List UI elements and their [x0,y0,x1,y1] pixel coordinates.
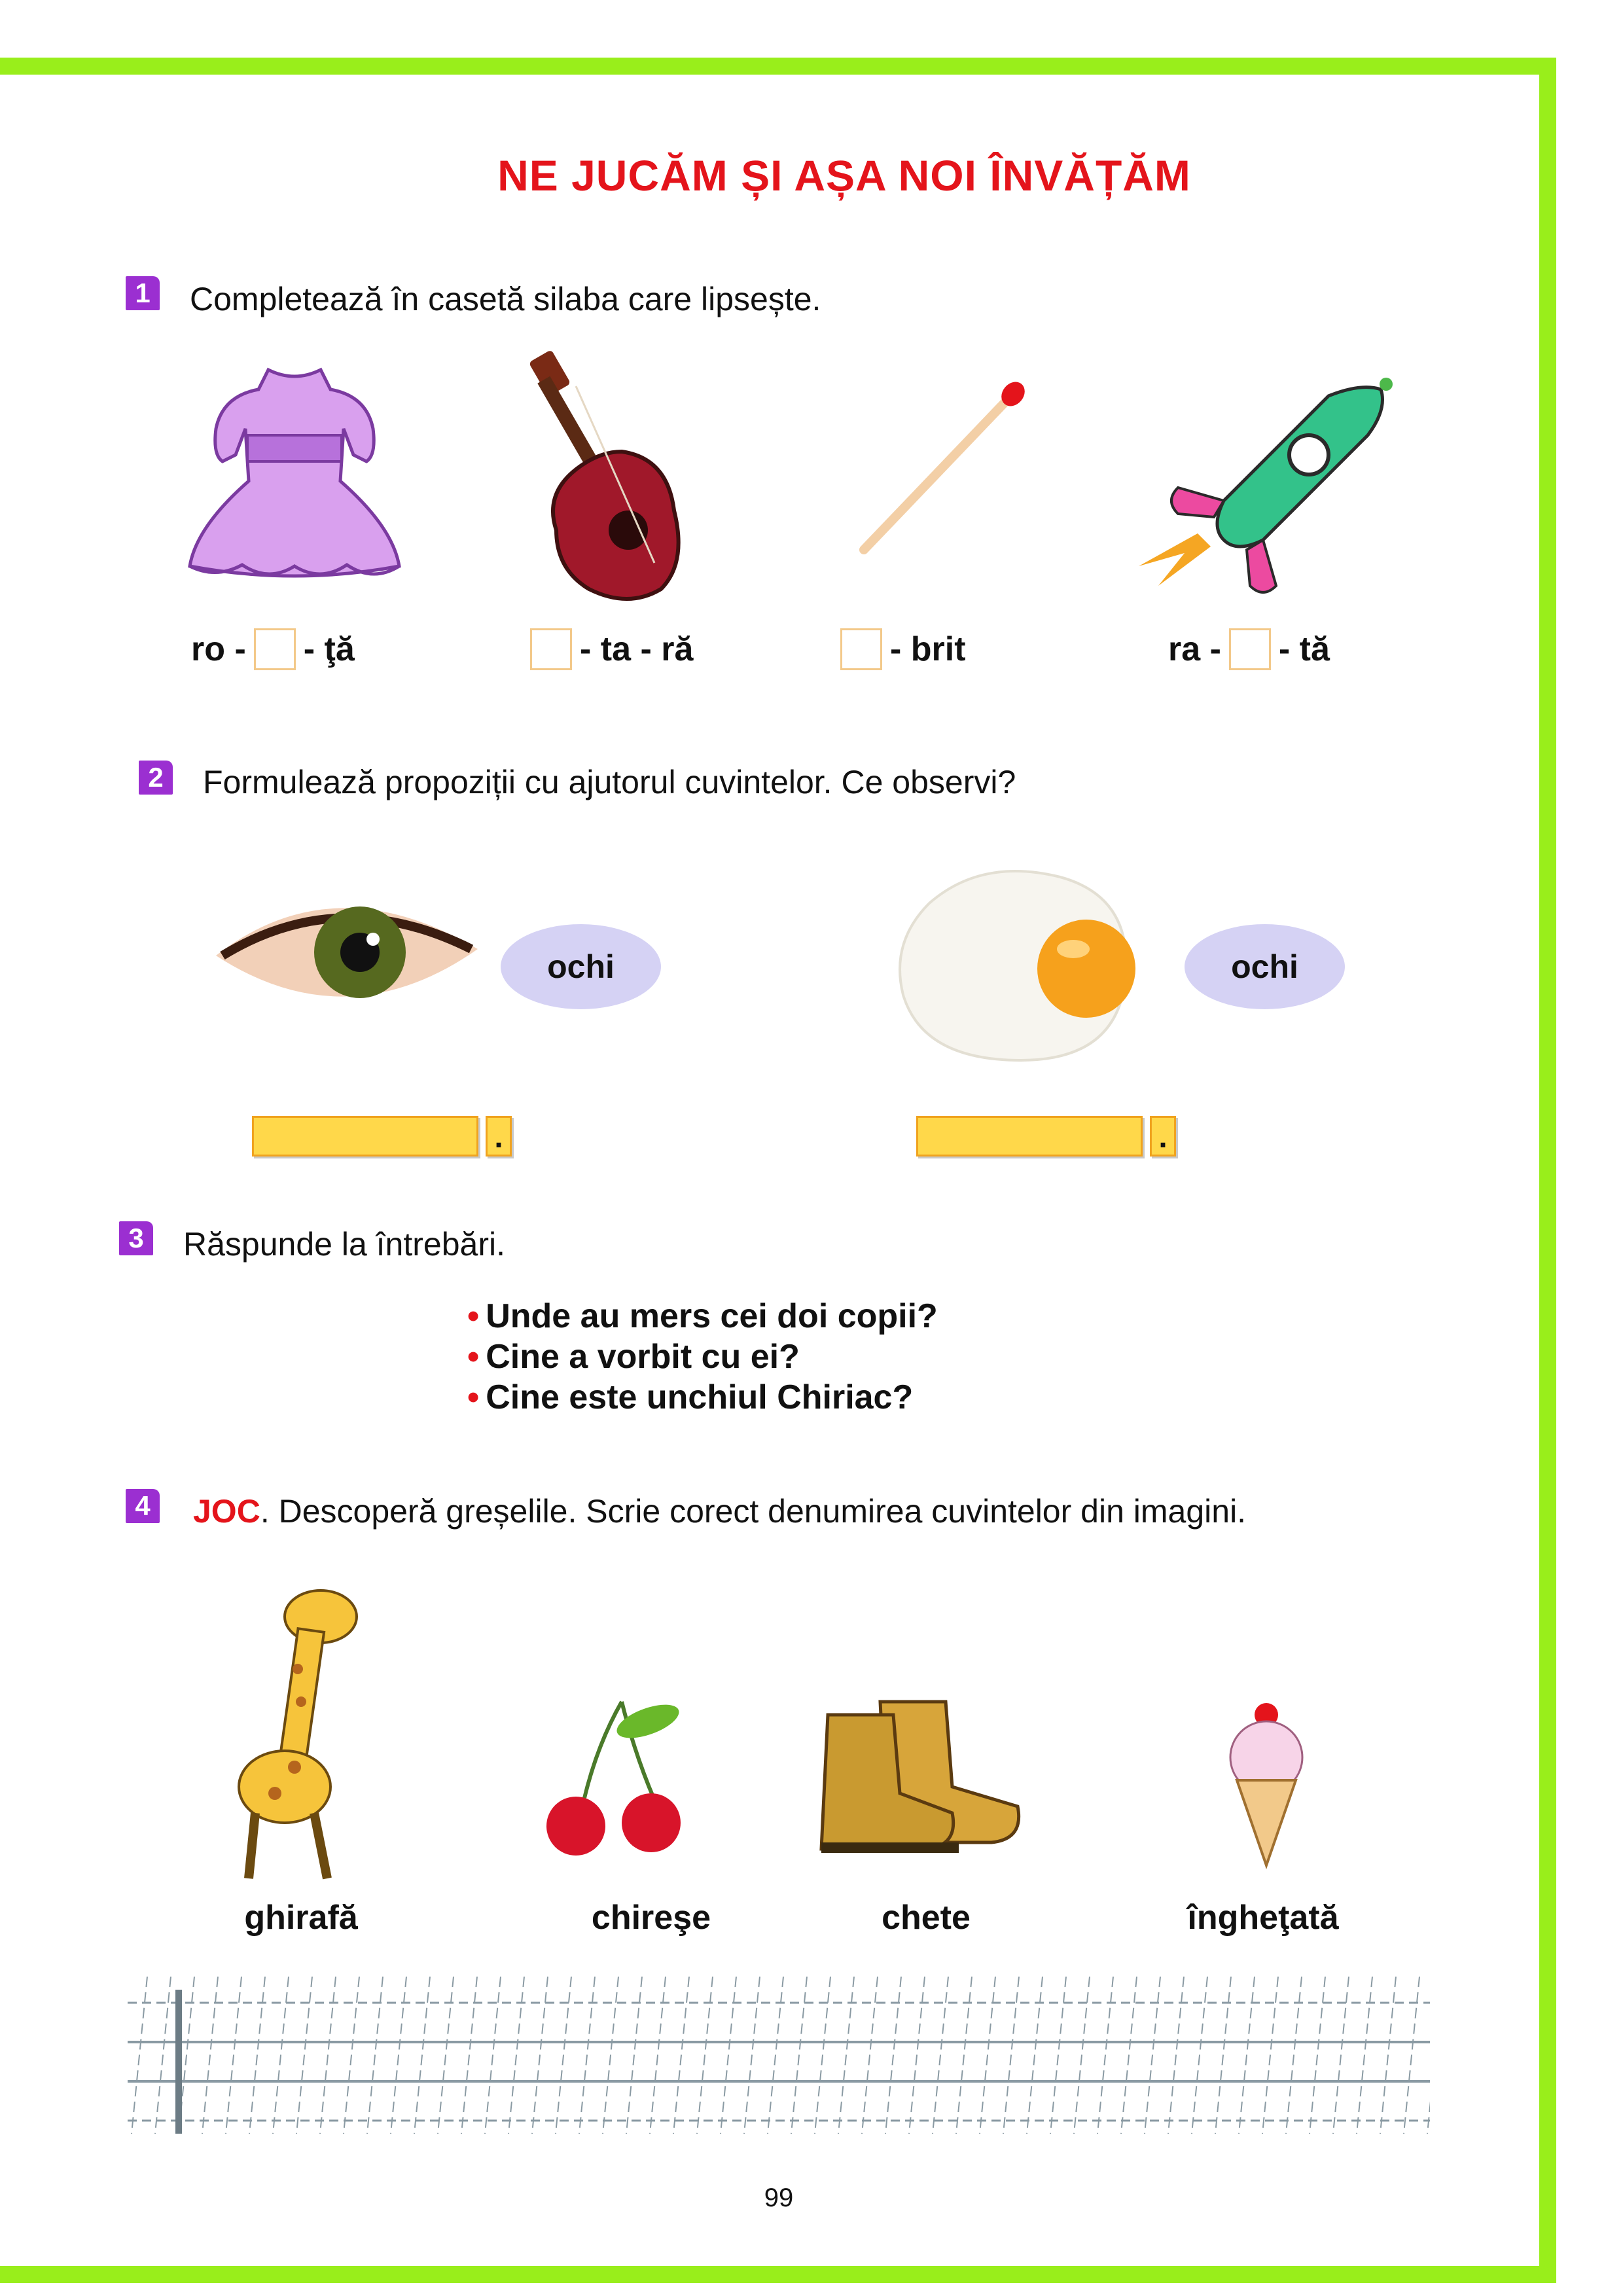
word-chirese: chireşe [591,1899,711,1937]
period-box-left: . [486,1116,512,1157]
word-rochita: ro - - ţă [191,628,355,670]
syllable-box[interactable] [254,628,296,670]
syllable-box[interactable] [840,628,882,670]
word-inghetata: îngheţată [1187,1899,1339,1937]
dress-image [177,357,412,592]
fried-egg-image [890,851,1139,1073]
word-racheta: ra - - tă [1168,628,1330,670]
page-frame-right [1539,58,1556,2283]
word-bubble-right: ochi [1185,924,1345,1009]
answer-field-right[interactable] [916,1116,1143,1157]
word-chibrit: - brit [832,628,966,670]
question-item: • Cine a vorbit cu ei? [467,1338,800,1376]
syllable-box[interactable] [530,628,572,670]
period-box-right: . [1150,1116,1176,1157]
word-chitara: - ta - ră [522,628,693,670]
question-item: • Unde au mers cei doi copii? [467,1297,938,1335]
joc-label: JOC [193,1493,260,1530]
word-ghirafa: ghirafă [244,1899,358,1937]
cherries-image [537,1689,694,1865]
word-chete: chete [882,1899,971,1937]
rocket-image [1113,370,1400,619]
question-list [467,1296,938,1418]
word-bubble-left: ochi [501,924,661,1009]
exercise-1-badge: 1 [126,276,160,310]
exercise-4-instruction: JOC. Descoperă greșelile. Scrie corect denumirea cuvintelor din imagini. [193,1493,1247,1530]
exercise-3-instruction: Răspunde la întrebări. [183,1226,505,1263]
answer-field-left[interactable] [252,1116,478,1157]
exercise-1-instruction: Completează în casetă silaba care lipsește. [190,281,821,317]
ice-cream-image [1217,1695,1315,1872]
handwriting-lines[interactable] [128,1977,1430,2134]
page-frame-bottom [0,2266,1556,2283]
exercise-4-badge: 4 [126,1489,160,1523]
guitar-image [517,347,707,609]
page-title: NE JUCĂM ȘI AȘA NOI ÎNVĂȚĂM [497,151,1191,200]
boots-image [795,1689,1031,1859]
syllable-box[interactable] [1229,628,1271,670]
exercise-3-badge: 3 [119,1221,153,1255]
exercise-2-instruction: Formulează propoziții cu ajutorul cuvintelor. Ce observi? [203,764,1016,800]
page-number: 99 [764,2183,794,2212]
match-image [844,373,1041,569]
exercise-2-badge: 2 [139,761,173,795]
question-item: • Cine este unchiul Chiriac? [467,1378,914,1416]
eye-image [203,864,497,1047]
page-frame-top [0,58,1556,75]
giraffe-image [223,1571,373,1885]
